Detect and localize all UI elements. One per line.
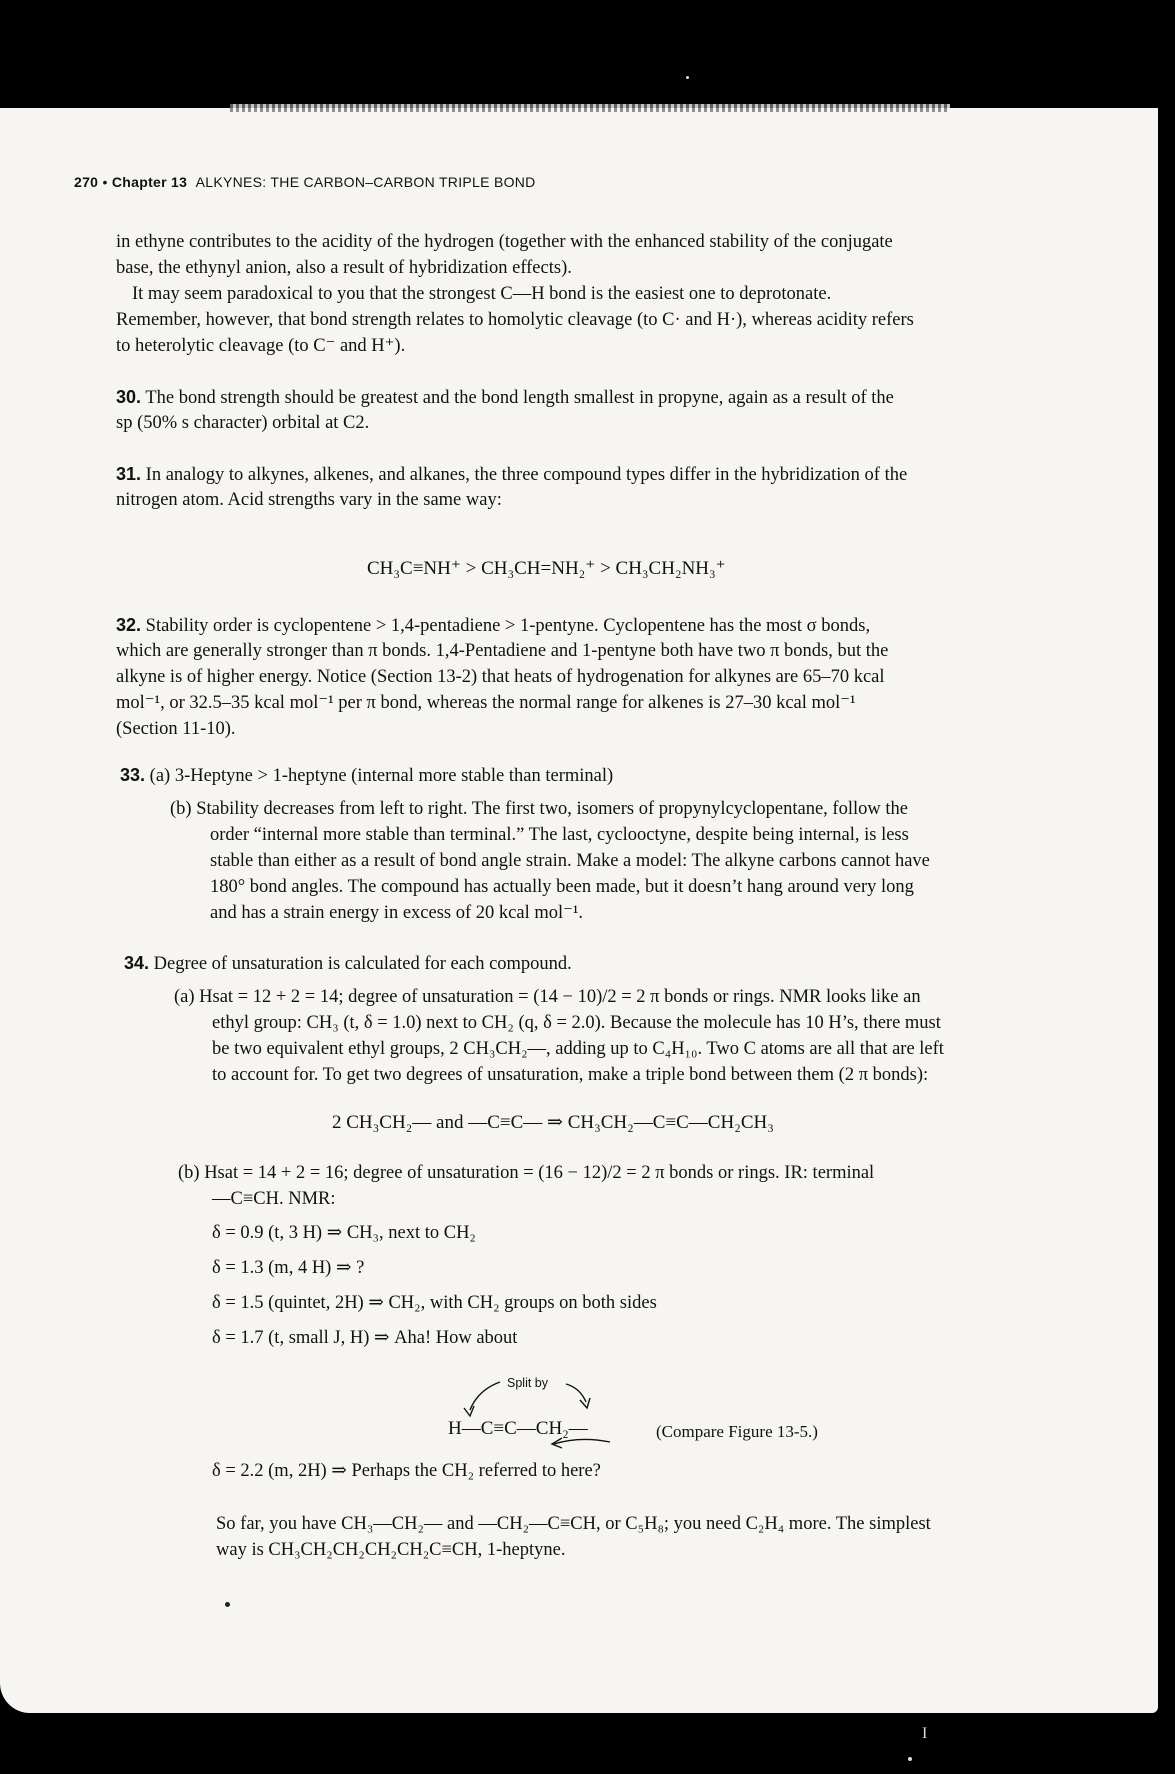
answer-34a-line-4: to account for. To get two degrees of unsaturation, make a triple bond between them (2 π bonds): — [212, 1065, 929, 1085]
answer-33b-line-4: 180° bond angles. The compound has actually been made, but it doesn’t hang around very long — [210, 877, 914, 897]
answer-31-line-2: nitrogen atom. Acid strengths vary in the same way: — [116, 490, 502, 510]
answer-34b-line-2: —C≡CH. NMR: — [212, 1189, 336, 1209]
answer-34 — [124, 951, 572, 977]
conclusion-line-1: So far, you have CH₃—CH₂— and —CH₂—C≡CH, or C₅H₈; you need C₂H₄ more. The simplest — [216, 1514, 931, 1534]
answer-text: Stability order is cyclopentene > 1,4-pentadiene > 1-pentyne. Cyclopentene has the most σ bonds, — [145, 616, 871, 636]
answer-number: 30. — [116, 387, 142, 407]
split-arrows — [450, 1372, 670, 1458]
answer-34a-line-1: (a) Hsat = 12 + 2 = 14; degree of unsaturation = (14 − 10)/2 = 2 π bonds or rings. NMR looks like an — [174, 987, 921, 1007]
page-number: 270 — [74, 174, 99, 190]
answer-33b-line-3: stable than either as a result of bond angle strain. Make a model: The alkyne carbons cannot have — [210, 851, 930, 871]
intro-line-5: to heterolytic cleavage (to C⁻ and H⁺). — [116, 336, 406, 356]
answer-34b-line-1: (b) Hsat = 14 + 2 = 16; degree of unsaturation = (16 − 12)/2 = 2 π bonds or rings. IR: terminal — [178, 1163, 875, 1183]
header-bullet: • — [102, 174, 108, 190]
answer-text: (a) 3-Heptyne > 1-heptyne (internal more stable than terminal) — [149, 766, 614, 786]
answer-33 — [120, 763, 613, 789]
answer-32-line-3: alkyne is of higher energy. Notice (Section 13-2) that heats of hydrogenation for alkynes are 65–70 kcal — [116, 667, 885, 687]
chapter-label: Chapter 13 — [111, 174, 188, 190]
answer-33b-line-1: (b) Stability decreases from left to right. The first two, isomers of propynylcyclopentane, follow the — [170, 799, 908, 819]
answer-33b-line-2: order “internal more stable than terminal.” The last, cyclooctyne, despite being internal, is less — [210, 825, 909, 845]
intro-line-3: It may seem paradoxical to you that the strongest C—H bond is the easiest one to deprotonate. — [132, 284, 832, 304]
scan-speck — [686, 76, 689, 79]
alkyne-structure: H—C≡C—CH₂— — [448, 1418, 588, 1439]
split-by-label: Split by — [507, 1376, 548, 1390]
answer-text: In analogy to alkynes, alkenes, and alkanes, the three compound types differ in the hybridization of the — [145, 465, 908, 485]
nmr-shift-4: δ = 1.7 (t, small J, H) ⇒ Aha! How about — [212, 1328, 518, 1348]
answer-text: The bond strength should be greatest and the bond length smallest in propyne, again as a result of the — [145, 388, 894, 408]
running-header — [74, 174, 536, 190]
answer-30 — [116, 385, 894, 411]
ethyl-equation: 2 CH₃CH₂— and —C≡C— ⇒ CH₃CH₂—C≡C—CH₂CH₃ — [332, 1112, 774, 1133]
answer-number: 32. — [116, 615, 142, 635]
conclusion-line-2: way is CH₃CH₂CH₂CH₂CH₂C≡CH, 1-heptyne. — [216, 1540, 566, 1560]
answer-31 — [116, 462, 907, 488]
intro-line-1: in ethyne contributes to the acidity of the hydrogen (together with the enhanced stability of the conjugate — [116, 232, 893, 252]
acidity-equation: CH₃C≡NH⁺ > CH₃CH=NH₂⁺ > CH₃CH₂NH₃⁺ — [367, 558, 726, 579]
compare-figure: (Compare Figure 13-5.) — [656, 1422, 818, 1441]
answer-32-line-5: (Section 11-10). — [116, 719, 236, 739]
answer-number: 34. — [124, 953, 150, 973]
answer-32 — [116, 613, 870, 639]
answer-text: Degree of unsaturation is calculated for each compound. — [153, 954, 572, 974]
nmr-shift-3: δ = 1.5 (quintet, 2H) ⇒ CH₂, with CH₂ groups on both sides — [212, 1293, 657, 1313]
intro-line-4: Remember, however, that bond strength relates to homolytic cleavage (to C· and H·), whereas acidity refers — [116, 310, 914, 330]
answer-33b-line-5: and has a strain energy in excess of 20 kcal mol⁻¹. — [210, 903, 584, 923]
margin-mark: I — [922, 1725, 928, 1742]
answer-30-line-2: sp (50% s character) orbital at C2. — [116, 413, 370, 433]
scan-artifact — [230, 104, 950, 112]
stray-dot — [225, 1602, 230, 1607]
intro-line-2: base, the ethynyl anion, also a result of hybridization effects). — [116, 258, 572, 278]
nmr-shift-1: δ = 0.9 (t, 3 H) ⇒ CH₃, next to CH₂ — [212, 1223, 476, 1243]
answer-34a-line-3: be two equivalent ethyl groups, 2 CH₃CH₂—, adding up to C₄H₁₀. Two C atoms are all that are left — [212, 1039, 944, 1059]
nmr-shift-2: δ = 1.3 (m, 4 H) ⇒ ? — [212, 1258, 365, 1278]
answer-number: 31. — [116, 464, 142, 484]
nmr-shift-5: δ = 2.2 (m, 2H) ⇒ Perhaps the CH₂ referred to here? — [212, 1461, 601, 1481]
answer-number: 33. — [120, 765, 146, 785]
answer-32-line-4: mol⁻¹, or 32.5–35 kcal mol⁻¹ per π bond, whereas the normal range for alkenes is 27–30 kcal mol⁻¹ — [116, 693, 856, 713]
answer-34a-line-2: ethyl group: CH₃ (t, δ = 1.0) next to CH₂ (q, δ = 2.0). Because the molecule has 10 H’s, there must — [212, 1013, 941, 1033]
answer-32-line-2: which are generally stronger than π bonds. 1,4-Pentadiene and 1-pentyne both have two π bonds, but the — [116, 641, 889, 661]
scan-speck — [908, 1757, 912, 1761]
chapter-title: ALKYNES: THE CARBON–CARBON TRIPLE BOND — [195, 174, 536, 190]
